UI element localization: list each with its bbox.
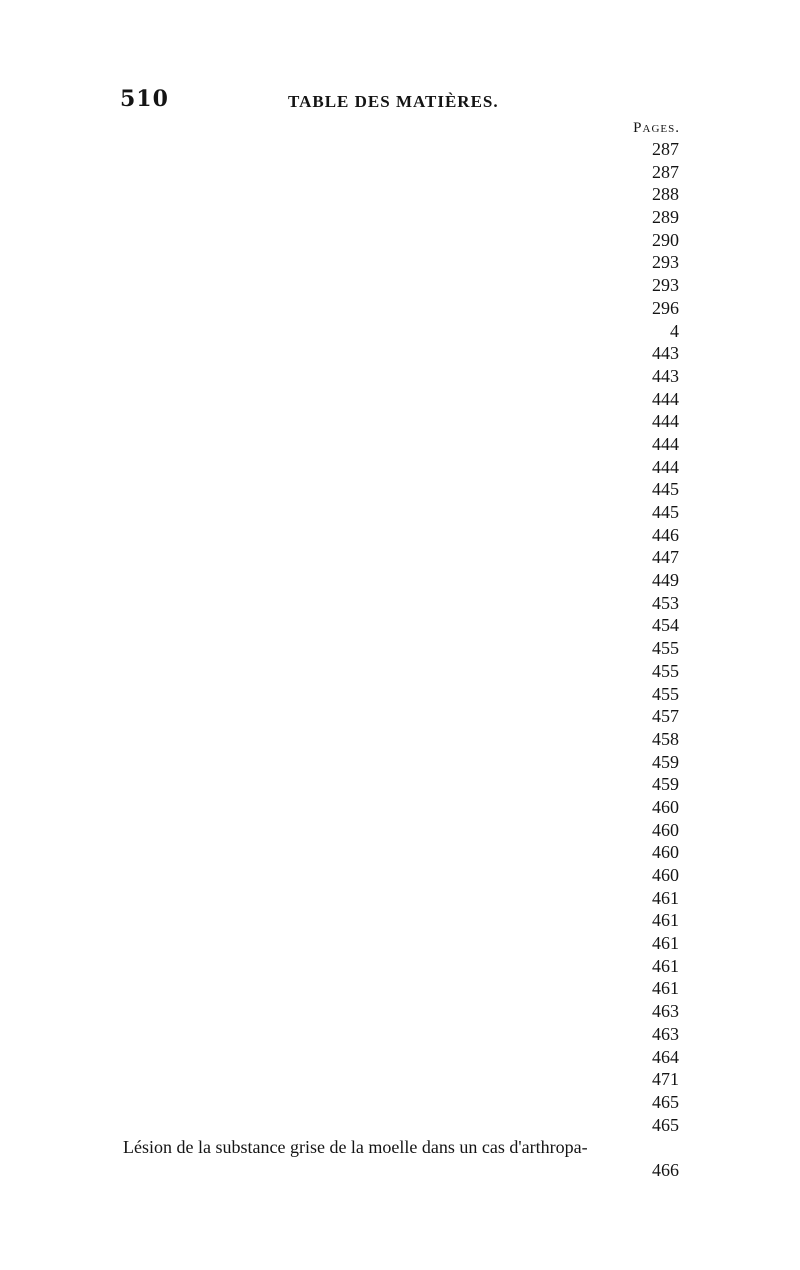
toc-entry bbox=[123, 274, 679, 297]
toc-entry bbox=[123, 1000, 679, 1023]
toc-entry-page: 444 bbox=[123, 433, 679, 456]
toc-entry bbox=[123, 1114, 679, 1137]
toc-entry-page: 296 bbox=[123, 297, 679, 320]
toc-entry bbox=[123, 251, 679, 274]
toc-entry-page: 457 bbox=[123, 705, 679, 728]
toc-entry-page: 460 bbox=[123, 819, 679, 842]
toc-entry-page: 465 bbox=[123, 1091, 679, 1114]
toc-entry-page: 4 bbox=[123, 320, 679, 343]
toc-entry-page: 461 bbox=[123, 955, 679, 978]
toc-entry bbox=[123, 546, 679, 569]
toc-entry-page: 464 bbox=[123, 1046, 679, 1069]
toc-entry bbox=[123, 841, 679, 864]
toc-entry bbox=[123, 138, 679, 161]
toc-entry-page: 455 bbox=[123, 637, 679, 660]
pages-column-label: Pages. bbox=[633, 120, 680, 136]
toc-entry bbox=[123, 229, 679, 252]
toc-entry bbox=[123, 1046, 679, 1069]
toc-entry bbox=[123, 728, 679, 751]
toc-entry-page: 453 bbox=[123, 592, 679, 615]
toc-entry bbox=[123, 410, 679, 433]
toc-entry bbox=[123, 433, 679, 456]
toc-entry bbox=[123, 796, 679, 819]
toc-entry-page: 454 bbox=[123, 614, 679, 637]
toc-entry bbox=[123, 955, 679, 978]
page-header bbox=[118, 86, 678, 116]
toc-entry-page: 287 bbox=[123, 138, 679, 161]
toc-entry-page: 289 bbox=[123, 206, 679, 229]
toc-entry-page: 460 bbox=[123, 841, 679, 864]
toc-entry bbox=[123, 637, 679, 660]
toc-entry bbox=[123, 864, 679, 887]
toc-entry bbox=[123, 592, 679, 615]
toc-entry bbox=[123, 183, 679, 206]
toc-entry-page: 466 bbox=[123, 1159, 679, 1182]
toc-entry bbox=[123, 1159, 679, 1182]
toc-entry-page: 445 bbox=[123, 478, 679, 501]
toc-entry-page: 460 bbox=[123, 796, 679, 819]
toc-entry-page: 444 bbox=[123, 388, 679, 411]
toc-entry bbox=[123, 660, 679, 683]
toc-entry-page: 465 bbox=[123, 1114, 679, 1137]
toc-entry bbox=[123, 932, 679, 955]
toc-entry bbox=[123, 206, 679, 229]
toc-entry-page: 293 bbox=[123, 274, 679, 297]
toc-entry bbox=[123, 161, 679, 184]
toc-entry bbox=[123, 977, 679, 1000]
toc-entry bbox=[123, 478, 679, 501]
toc-entry-page: 461 bbox=[123, 932, 679, 955]
toc-entry bbox=[123, 524, 679, 547]
toc-entry-page: 288 bbox=[123, 183, 679, 206]
toc-entry-page: 443 bbox=[123, 365, 679, 388]
toc-entry-title: Lésion de la substance grise de la moelle dans un cas d'arthropa- bbox=[123, 1137, 591, 1157]
toc-entry bbox=[123, 1068, 679, 1091]
toc-entry-page: 461 bbox=[123, 887, 679, 910]
toc-entry bbox=[123, 320, 679, 343]
toc-entry-page: 443 bbox=[123, 342, 679, 365]
toc-entry-page: 444 bbox=[123, 456, 679, 479]
toc-entry-page: 287 bbox=[123, 161, 679, 184]
toc-entry bbox=[123, 388, 679, 411]
toc-entry-page: 445 bbox=[123, 501, 679, 524]
toc-entry-page: 455 bbox=[123, 683, 679, 706]
toc-entry bbox=[123, 1091, 679, 1114]
toc-entry-page: 447 bbox=[123, 546, 679, 569]
toc-entry-page: 463 bbox=[123, 1023, 679, 1046]
toc-entry bbox=[123, 887, 679, 910]
toc-entry-page: 463 bbox=[123, 1000, 679, 1023]
page-number: 510 bbox=[120, 86, 169, 112]
toc-entry bbox=[123, 456, 679, 479]
toc-entry bbox=[123, 569, 679, 592]
toc-entry-page: 449 bbox=[123, 569, 679, 592]
toc-entry bbox=[123, 342, 679, 365]
toc-entry-page: 458 bbox=[123, 728, 679, 751]
toc-entry bbox=[123, 1136, 679, 1159]
toc-entry bbox=[123, 909, 679, 932]
toc-entry-page: 460 bbox=[123, 864, 679, 887]
table-of-contents bbox=[123, 138, 679, 1182]
toc-entry-page: 293 bbox=[123, 251, 679, 274]
toc-entry-page: 471 bbox=[123, 1068, 679, 1091]
toc-entry bbox=[123, 819, 679, 842]
toc-entry-page: 461 bbox=[123, 909, 679, 932]
toc-entry-page: 461 bbox=[123, 977, 679, 1000]
toc-entry bbox=[123, 751, 679, 774]
toc-entry-page: 444 bbox=[123, 410, 679, 433]
toc-entry bbox=[123, 614, 679, 637]
toc-entry-page: 290 bbox=[123, 229, 679, 252]
toc-entry bbox=[123, 365, 679, 388]
toc-entry bbox=[123, 1023, 679, 1046]
running-title: TABLE DES MATIÈRES. bbox=[288, 92, 499, 111]
toc-entry bbox=[123, 501, 679, 524]
toc-entry-page: 455 bbox=[123, 660, 679, 683]
toc-entry-page: 459 bbox=[123, 773, 679, 796]
toc-entry bbox=[123, 773, 679, 796]
toc-entry-page: 459 bbox=[123, 751, 679, 774]
toc-entry bbox=[123, 705, 679, 728]
toc-entry-page: 446 bbox=[123, 524, 679, 547]
toc-entry bbox=[123, 683, 679, 706]
toc-entry bbox=[123, 297, 679, 320]
